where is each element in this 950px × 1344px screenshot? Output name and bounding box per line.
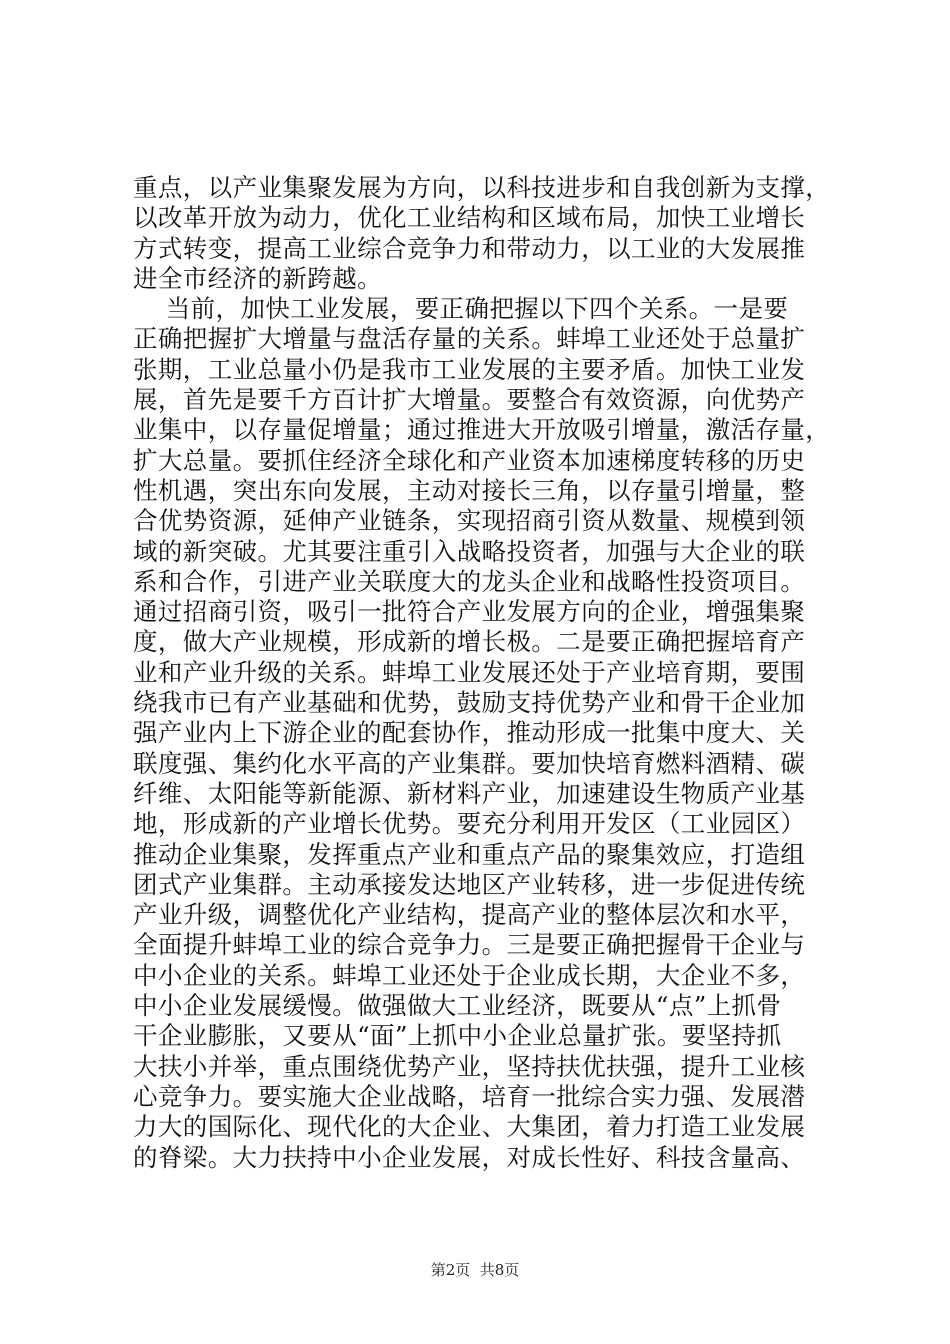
text-line: 团式产业集群。主动承接发达地区产业转移，进一步促进传统 (133, 869, 806, 899)
text-line: 产业升级，调整优化产业结构，提高产业的整体层次和水平， (133, 900, 806, 930)
text-line: 推动企业集聚，发挥重点产业和重点产品的聚集效应，打造组 (133, 839, 806, 869)
text-line: 强产业内上下游企业的配套协作，推动形成一批集中度大、关 (133, 718, 806, 748)
text-line: 纤维、太阳能等新能源、新材料产业，加速建设生物质产业基 (133, 778, 806, 808)
text-line: 扩大总量。要抓住经济全球化和产业资本加速梯度转移的历史 (133, 445, 806, 475)
text-line: 性机遇，突出东向发展，主动对接长三角，以存量引增量，整 (133, 475, 806, 505)
text-line: 度，做大产业规模，形成新的增长极。二是要正确把握培育产 (133, 627, 806, 657)
text-line: 域的新突破。尤其要注重引入战略投资者，加强与大企业的联 (133, 536, 806, 566)
text-line: 正确把握扩大增量与盘活存量的关系。蚌埠工业还处于总量扩 (133, 324, 806, 354)
text-line: 的脊梁。大力扶持中小企业发展，对成长性好、科技含量高、 (133, 1142, 806, 1172)
text-line: 系和合作，引进产业关联度大的龙头企业和战略性投资项目。 (133, 566, 806, 596)
text-line: 干企业膨胀，又要从“面”上抓中小企业总量扩张。要坚持抓 (133, 1021, 782, 1051)
text-line: 中小企业的关系。蚌埠工业还处于企业成长期，大企业不多， (133, 960, 806, 990)
text-line: 以改革开放为动力，优化工业结构和区域布局，加快工业增长 (133, 203, 806, 233)
text-line: 张期，工业总量小仍是我市工业发展的主要矛盾。加快工业发 (133, 354, 806, 384)
text-line: 展，首先是要千方百计扩大增量。要整合有效资源，向优势产 (133, 385, 806, 415)
text-line: 心竞争力。要实施大企业战略，培育一批综合实力强、发展潜 (133, 1081, 806, 1111)
text-line: 力大的国际化、现代化的大企业、大集团，着力打造工业发展 (133, 1112, 806, 1142)
text-line: 绕我市已有产业基础和优势，鼓励支持优势产业和骨干企业加 (133, 688, 806, 718)
text-line: 地，形成新的产业增长优势。要充分利用开发区（工业园区） (133, 809, 806, 839)
text-line: 合优势资源，延伸产业链条，实现招商引资从数量、规模到领 (133, 506, 806, 536)
text-line: 大扶小并举，重点围绕优势产业，坚持扶优扶强，提升工业核 (133, 1051, 806, 1081)
text-line: 通过招商引资，吸引一批符合产业发展方向的企业，增强集聚 (133, 597, 806, 627)
body-text (133, 173, 833, 1173)
text-line: 联度强、集约化水平高的产业集群。要加快培育燃料酒精、碳 (133, 748, 806, 778)
text-line: 当前，加快工业发展，要正确把握以下四个关系。一是要 (133, 294, 789, 324)
text-line: 全面提升蚌埠工业的综合竞争力。三是要正确把握骨干企业与 (133, 930, 806, 960)
page-number-footer: 第2页 共8页 (430, 1261, 520, 1279)
text-line: 重点，以产业集聚发展为方向，以科技进步和自我创新为支撑， (133, 173, 831, 202)
text-line: 业和产业升级的关系。蚌埠工业发展还处于产业培育期，要围 (133, 657, 806, 687)
text-line: 中小企业发展缓慢。做强做大工业经济，既要从“点”上抓骨 (133, 991, 782, 1021)
text-line: 业集中，以存量促增量；通过推进大开放吸引增量，激活存量， (133, 415, 831, 445)
text-line: 方式转变，提高工业综合竞争力和带动力，以工业的大发展推 (133, 233, 806, 263)
text-line: 进全市经济的新跨越。 (133, 263, 382, 293)
